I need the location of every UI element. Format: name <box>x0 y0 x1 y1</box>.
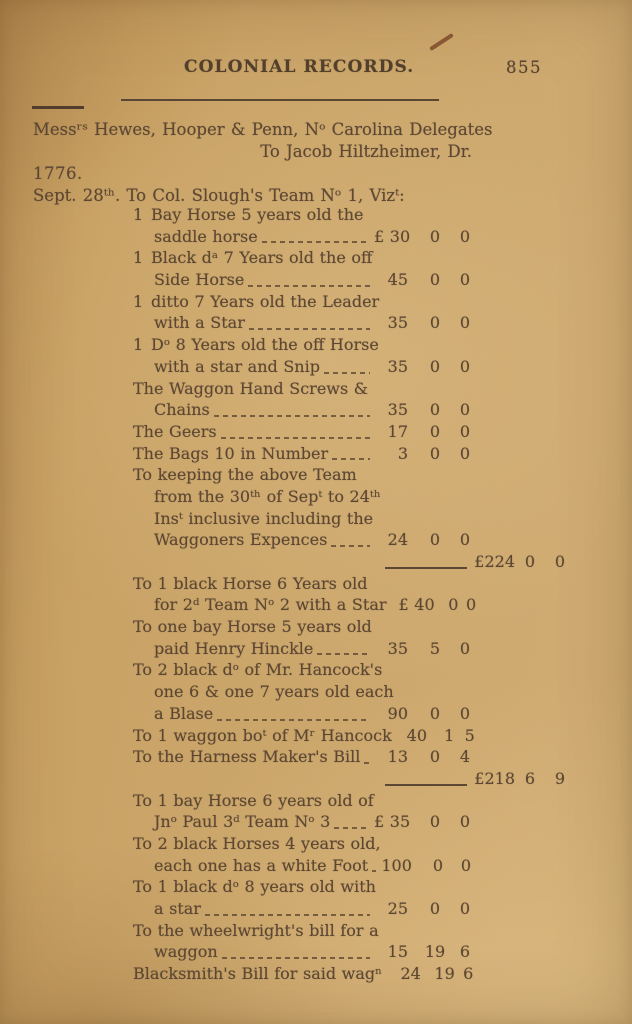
leader-spacer <box>376 263 380 265</box>
amount-shillings: 0 <box>429 356 441 376</box>
ledger-row <box>33 639 480 661</box>
item-text: To the Harness Maker's Bill <box>133 747 361 767</box>
pen-mark <box>429 33 454 51</box>
amount-pence: 0 <box>460 855 472 875</box>
item-description <box>133 444 328 463</box>
ledger-row <box>33 682 480 704</box>
item-number: 1 <box>133 248 144 268</box>
item-description <box>154 812 330 831</box>
leader-spacer <box>361 480 370 482</box>
leader-dashes <box>364 762 370 764</box>
amount-pounds: 100 <box>381 855 412 875</box>
ledger-row <box>33 487 480 509</box>
amount-shillings: 0 <box>429 899 441 918</box>
amount-pounds: 3 <box>397 443 408 463</box>
item-description <box>154 639 313 658</box>
ledger-row <box>33 379 480 401</box>
item-description <box>133 248 372 267</box>
amount-pounds: £ 30 <box>374 226 411 246</box>
leader-dashes <box>248 285 370 287</box>
leader-dashes <box>324 372 370 374</box>
amount-pounds: 13 <box>387 747 408 767</box>
subtotal-shillings: 0 <box>524 552 536 571</box>
item-description <box>154 530 327 549</box>
item-description <box>154 942 218 961</box>
leader-spacer <box>383 306 387 308</box>
leader-dashes <box>372 870 376 872</box>
leader-dashes <box>249 328 370 330</box>
amount-pounds: £ 35 <box>374 812 411 832</box>
amount-pounds: 35 <box>387 638 408 658</box>
ledger-row <box>33 248 480 270</box>
leader-dashes <box>221 437 370 439</box>
amount-pence: 0 <box>459 400 471 420</box>
ledger-row <box>33 574 480 596</box>
amount-pence: 0 <box>466 595 477 615</box>
journal-title: COLONIAL RECORDS. <box>184 57 415 77</box>
subtotal-rule <box>385 784 467 786</box>
item-text: from the 30ᵗʰ of Sepᵗ to 24ᵗʰ <box>154 486 381 506</box>
leader-spacer <box>383 350 387 352</box>
leader-spacer <box>377 523 381 525</box>
item-description <box>133 205 363 224</box>
item-text: To one bay Horse 5 years old <box>133 617 372 637</box>
ledger-row <box>33 726 480 748</box>
leader-dashes <box>317 653 370 655</box>
item-text: a star <box>154 899 201 918</box>
item-description <box>133 834 381 853</box>
subtotal-pounds: £218 <box>474 768 515 788</box>
item-description <box>154 899 201 918</box>
item-description <box>133 747 360 766</box>
page-number: 855 <box>506 58 542 77</box>
amount-shillings: 0 <box>429 400 441 420</box>
leader-dashes <box>334 827 370 829</box>
leader-spacer <box>380 892 384 894</box>
item-description <box>133 292 379 311</box>
ledger-row <box>33 227 480 249</box>
item-description <box>133 465 357 484</box>
item-description <box>154 270 244 289</box>
ledger-row <box>33 791 480 813</box>
item-description <box>154 400 210 419</box>
amount-pounds: 25 <box>387 899 408 918</box>
item-description <box>133 921 379 940</box>
item-description <box>154 313 245 332</box>
amount-pence: 0 <box>459 443 471 463</box>
item-text: with a Star <box>154 313 245 333</box>
amount-shillings: 1 <box>444 725 455 745</box>
item-number: 1 <box>133 291 144 311</box>
ledger-row <box>33 660 480 682</box>
item-description <box>133 335 379 354</box>
amount-shillings: 0 <box>429 226 441 246</box>
leader-spacer <box>378 805 382 807</box>
amount-shillings: 0 <box>429 313 441 333</box>
amount-pence: 5 <box>464 725 475 745</box>
item-description <box>154 595 387 614</box>
amount-shillings: 19 <box>424 942 446 962</box>
amount-pence: 4 <box>459 747 471 767</box>
item-text: To keeping the above Team <box>133 465 357 485</box>
ledger-row <box>33 313 480 335</box>
item-text: To 1 black Horse 6 Years old <box>133 573 368 593</box>
amount-pounds: 35 <box>387 313 408 333</box>
ledger-row <box>33 530 480 552</box>
ledger-row <box>33 357 480 379</box>
ledger-row <box>33 921 480 943</box>
leader-dashes <box>222 957 370 959</box>
subtotal-pence: 9 <box>554 768 566 788</box>
item-text: paid Henry Hinckle <box>154 638 314 658</box>
amount-shillings: 0 <box>432 855 444 875</box>
item-text: for 2ᵈ Team Nᵒ 2 with a Star <box>154 595 387 615</box>
amount-pounds: 17 <box>387 421 408 441</box>
amount-pence: 6 <box>463 964 474 984</box>
item-text: Bay Horse 5 years old the <box>151 205 364 224</box>
item-text: waggon <box>154 942 218 962</box>
amount-shillings: 0 <box>429 443 441 463</box>
amount-pence: 0 <box>459 226 471 246</box>
ledger-row <box>33 422 480 444</box>
entry-date-line: Sept. 28ᵗʰ. To Col. Slough's Team Nᵒ 1, Vizᵗ: <box>33 186 405 205</box>
amount-pounds: 40 <box>406 725 428 745</box>
item-description <box>133 964 382 983</box>
amount-pence: 0 <box>459 899 471 918</box>
leader-spacer <box>396 740 400 742</box>
amount-pounds: 24 <box>400 964 421 984</box>
amount-pence: 6 <box>459 942 471 962</box>
amount-shillings: 0 <box>429 812 441 832</box>
amount-pence: 0 <box>459 270 471 290</box>
amount-pence: 0 <box>459 356 471 376</box>
amount-shillings: 19 <box>434 964 455 984</box>
amount-pounds: 45 <box>387 270 408 290</box>
addressee-line: Messʳˢ Hewes, Hooper & Penn, Nᵒ Carolina Delegates <box>33 120 493 139</box>
ledger-row <box>33 812 480 834</box>
item-text: Dᵒ 8 Years old the off Horse <box>151 335 379 355</box>
amount-shillings: 5 <box>429 638 441 658</box>
amount-pence: 0 <box>459 703 471 723</box>
leader-dashes <box>214 415 370 417</box>
leader-spacer <box>371 588 375 590</box>
left-rule <box>32 106 84 109</box>
item-text: each one has a white Foot <box>154 855 369 875</box>
amount-pounds: 35 <box>387 356 408 376</box>
amount-pounds: 15 <box>387 942 408 962</box>
leader-dashes <box>205 914 370 916</box>
ledger-row <box>33 834 480 856</box>
leader-spacer <box>372 393 376 395</box>
header-rule <box>121 99 439 101</box>
item-text: with a star and Snip <box>154 356 320 376</box>
leader-spacer <box>386 675 390 677</box>
item-description <box>133 791 374 810</box>
ledger-row <box>33 595 480 617</box>
item-description <box>154 487 381 506</box>
amount-pence: 0 <box>459 638 471 658</box>
creditor-line: To Jacob Hiltzheimer, Dr. <box>260 142 472 161</box>
item-text: saddle horse <box>154 226 258 246</box>
ledger-row <box>33 444 480 466</box>
amount-shillings: 0 <box>429 421 441 441</box>
leader-dashes <box>217 719 370 721</box>
leader-dashes <box>332 458 370 460</box>
item-text: Blacksmith's Bill for said wagⁿ <box>133 964 383 984</box>
leader-spacer <box>391 610 395 612</box>
ledger-row <box>33 899 480 921</box>
item-text: Side Horse <box>154 270 245 290</box>
leader-spacer <box>367 220 371 222</box>
amount-pounds: £ 40 <box>398 595 435 615</box>
leader-dashes <box>331 545 370 547</box>
item-text: Chains <box>154 400 210 420</box>
item-description <box>154 509 373 528</box>
item-text: To 1 bay Horse 6 years old of <box>133 790 374 810</box>
item-text: To the wheelwright's bill for a <box>133 920 379 940</box>
item-text: The Bags 10 in Number <box>133 443 329 463</box>
item-text: To 1 waggon boᵗ of Mʳ Hancock <box>133 725 392 745</box>
amount-pence: 0 <box>459 421 471 441</box>
item-text: To 1 black dᵒ 8 years old with <box>133 877 376 897</box>
item-text: To 2 black Horses 4 years old, <box>133 833 381 853</box>
amount-pence: 0 <box>459 530 471 550</box>
item-text: The Waggon Hand Screws & <box>133 378 369 398</box>
ledger-row <box>33 465 480 487</box>
amount-pounds: 24 <box>387 530 408 550</box>
item-description <box>133 617 372 636</box>
leader-spacer <box>383 935 387 937</box>
amount-shillings: 0 <box>448 595 459 615</box>
ledger-row <box>33 205 480 227</box>
ledger-row <box>33 400 480 422</box>
item-description <box>154 227 258 246</box>
ledger-row <box>33 335 480 357</box>
ledger-row <box>33 877 480 899</box>
ledger-subtotal-row <box>33 769 575 791</box>
leader-spacer <box>376 632 380 634</box>
item-description <box>154 704 213 723</box>
item-text: To 2 black dᵒ of Mr. Hancock's <box>133 660 383 680</box>
amount-pounds: 90 <box>387 703 408 723</box>
item-description <box>133 660 382 679</box>
amount-pence: 0 <box>459 812 471 832</box>
subtotal-pence: 0 <box>554 552 566 571</box>
leader-spacer <box>385 849 389 851</box>
leader-spacer <box>398 697 402 699</box>
item-text: a Blase <box>154 703 214 723</box>
year-label: 1776. <box>33 164 83 183</box>
ledger-rows <box>33 205 566 986</box>
leader-spacer <box>386 979 390 981</box>
leader-spacer <box>385 502 389 504</box>
amount-shillings: 0 <box>429 703 441 723</box>
item-text: Jnᵒ Paul 3ᵈ Team Nᵒ 3 <box>154 812 331 832</box>
item-text: Waggoners Expences <box>154 530 328 550</box>
item-number: 1 <box>133 335 144 355</box>
item-description <box>133 726 392 745</box>
item-text: one 6 & one 7 years old each <box>154 682 394 702</box>
ledger-row <box>33 270 480 292</box>
ledger-row <box>33 292 480 314</box>
ledger-subtotal-row <box>33 552 575 574</box>
item-text: The Geers <box>133 421 217 441</box>
item-description <box>154 856 368 875</box>
subtotal-pounds: £224 <box>474 552 515 571</box>
subtotal-shillings: 6 <box>524 768 536 788</box>
amount-pounds: 35 <box>387 400 408 420</box>
item-text: Insᵗ inclusive including the <box>154 508 374 528</box>
amount-shillings: 0 <box>429 270 441 290</box>
item-description <box>133 422 217 441</box>
amount-shillings: 0 <box>429 530 441 550</box>
item-text: ditto 7 Years old the Leader <box>151 291 380 311</box>
item-description <box>154 357 320 376</box>
amount-pence: 0 <box>459 313 471 333</box>
item-number: 1 <box>133 205 144 224</box>
ledger-row <box>33 942 480 964</box>
leader-dashes <box>262 241 370 243</box>
item-description <box>133 574 367 593</box>
ledger-row <box>33 617 480 639</box>
subtotal-rule <box>385 567 467 569</box>
item-description <box>154 682 394 701</box>
ledger-row <box>33 509 480 531</box>
ledger-row <box>33 747 480 769</box>
item-description <box>133 379 368 398</box>
ledger-row <box>33 704 480 726</box>
item-description <box>133 877 376 896</box>
amount-shillings: 0 <box>429 747 441 767</box>
ledger-row <box>33 856 480 878</box>
ledger-row <box>33 964 480 986</box>
item-text: Black dᵃ 7 Years old the off <box>151 248 373 268</box>
